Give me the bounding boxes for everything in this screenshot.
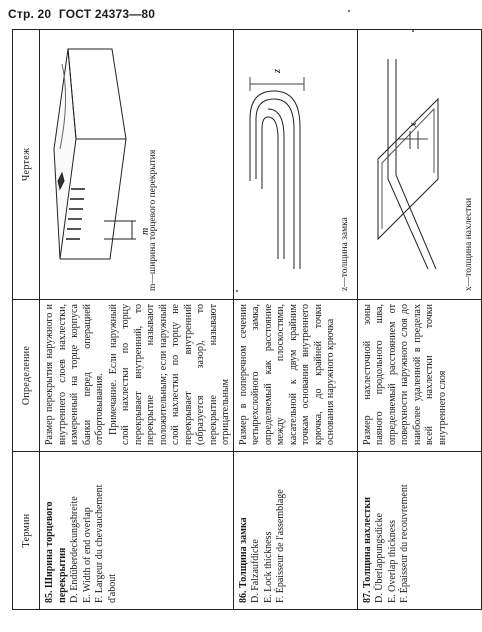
table-row [357,30,481,610]
dimension-label: m [140,227,151,235]
drawing-caption: m—ширина торцевого перекрытия [148,149,158,291]
table-row [233,30,357,610]
drawing-caption: x—толщина нахлестки [463,197,474,291]
term-en: E. Overlap thickness [386,519,398,603]
term-en: E. Lock thickness [262,531,274,603]
term-de: D. Überlappungsdicke [374,513,385,603]
column-header-term: Термин [13,452,40,610]
term-fr: F. Épaisseur du recouvrement [399,484,410,603]
term-de: D. Endüberdeckungsbreite [69,496,80,603]
term-cell [233,452,357,610]
scan-speck [412,30,414,32]
dimension-label: z [271,69,283,73]
terms-table [12,29,482,610]
column-header-definition: Определение [13,300,40,452]
rotated-table-container [12,30,474,610]
term-cell [40,452,234,610]
definition-cell [40,300,234,452]
definition-cell [233,300,357,452]
term-fr: F. Épaisseur de l'assemblage [275,489,286,603]
term-title: 85. Ширина торцевого перекрытия [44,501,68,603]
term-en: E. Width of end overlap [81,507,93,603]
column-header-drawing: Чертеж [13,30,40,300]
term-title: 86. Толщина замка [237,517,249,603]
definition-text: Размер в поперечном сечении четырехслойного замка, определяемый как расстояние между плоскостями, касательной к двум крайним точкам основания внутреннего крючка, до крайней точки основания наружного крючка [237,304,336,445]
end-overlap-drawing [40,29,164,299]
scan-speck [348,10,350,12]
definition-cell [357,300,481,452]
page-header [8,7,159,21]
definition-text: Размер перекрытия наружного и внутреннего слоев нахлестки, измеренный на торце корпуса банки перед операцией отбортовывания. [44,304,105,445]
page-number: Стр. 20 [8,7,52,21]
definition-note: Примечание. Если наружный слой нахлестки по торцу перекрывает внутренний, то перекрытие называют положительным; если наружный слой нахлестки по торцу не перекрывает внутренний (образуется зазор), то перекрытие называют отрицательным [107,304,231,445]
term-cell [357,452,481,610]
term-fr: F. Largeur du chevauchement d'about [94,484,118,603]
dimension-label: x [407,122,419,127]
drawing-cell [40,30,234,300]
definition-text: Размер нахлесточной зоны паяного продольного шва, определяемый расстоянием от поверхности наружного слоя до наиболее удаленной в пределах всей нахлестки точки внутреннего слоя [361,304,448,445]
table-header-row [13,30,40,610]
table-row [40,30,234,610]
scan-speck [236,290,238,292]
term-title: 87. Толщина нахлестки [361,497,373,603]
term-de: D. Falzaufdicke [250,539,261,603]
drawing-cell [233,30,357,300]
drawing-caption: z—толщина замка [339,217,350,291]
standard-number: ГОСТ 24373—80 [58,7,156,21]
drawing-cell [357,30,481,300]
